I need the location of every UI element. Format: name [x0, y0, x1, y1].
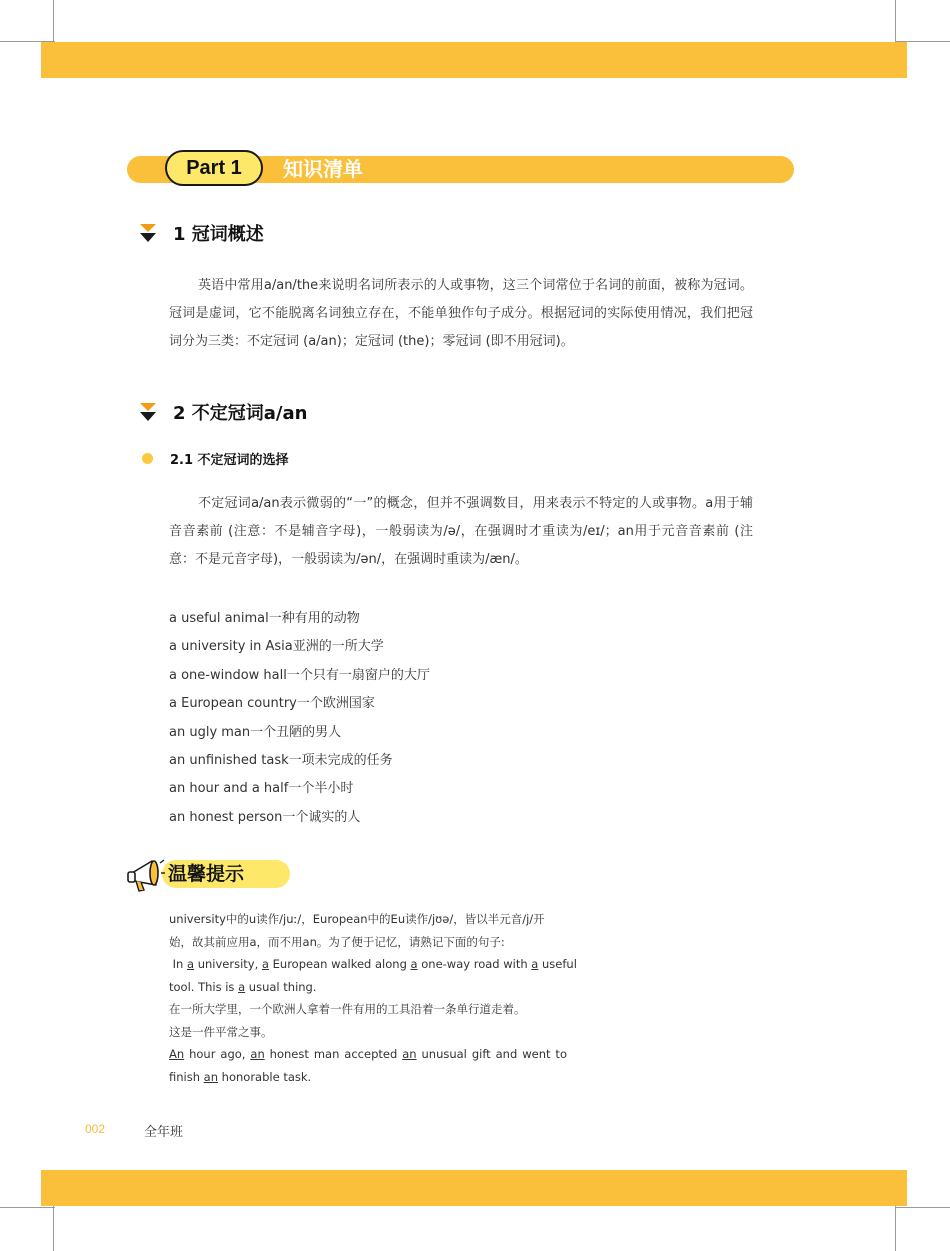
- section-2-paragraph: 不定冠词a/an表示微弱的“一”的概念，但并不强调数目，用来表示不特定的人或事物。a用于辅音音素前 (注意：不是辅音字母)，一般弱读为/ə/，在强调时才重读为/eɪ/；an用于元音音素前 (注意：不是元音字母)，一般弱读为/ən/，在强调时重读为/æn/。: [169, 496, 753, 567]
- section-2-heading: [140, 399, 307, 425]
- text-span: one-way road with: [417, 957, 532, 971]
- text-span: finish: [169, 1069, 204, 1084]
- list-item: a European country一个欧洲国家: [169, 696, 375, 712]
- underlined-article: an: [402, 1047, 417, 1061]
- underlined-article: An: [169, 1047, 185, 1061]
- down-triangle-icon: [140, 224, 156, 242]
- text-span: useful: [538, 957, 577, 971]
- tip-example-line: [169, 1043, 567, 1066]
- underlined-article: a: [531, 957, 539, 971]
- text-span: university,: [194, 957, 262, 971]
- subsection-heading: [142, 449, 289, 468]
- list-item: an unfinished task一项未完成的任务: [169, 752, 393, 768]
- tip-line: 这是一件平常之事。: [169, 1024, 273, 1039]
- footer-text: 全年班: [144, 1125, 184, 1140]
- underlined-article: a: [238, 979, 246, 994]
- list-item: a useful animal一种有用的动物: [169, 611, 360, 626]
- text-span: tool. This is: [169, 979, 239, 994]
- tip-title: 温馨提示: [168, 863, 245, 885]
- tip-line: 在一所大学里，一个欧洲人拿着一件有用的工具沿着一条单行道走着。: [169, 1002, 526, 1016]
- list-item: an hour and a half一个半小时: [169, 781, 354, 797]
- bottom-color-band: [41, 1170, 907, 1206]
- tip-example-line: [169, 976, 567, 999]
- section-1-heading: [140, 220, 264, 246]
- underlined-article: a: [261, 957, 269, 971]
- underlined-article: an: [203, 1069, 219, 1084]
- crop-mark: [895, 1207, 950, 1208]
- bullet-dot-icon: [142, 453, 153, 464]
- subsection-title: 2.1 不定冠词的选择: [170, 453, 289, 468]
- text-span: unusual gift and went to: [416, 1047, 567, 1061]
- part-label: Part 1: [165, 150, 263, 186]
- tip-line: university中的u读作/juː/，European中的Eu读作/jʊə/，皆以半元音/j/开: [169, 912, 545, 926]
- underlined-article: a: [187, 957, 195, 971]
- text-span: European walked along: [268, 957, 411, 971]
- section-2-title: 2 不定冠词a/an: [173, 403, 308, 424]
- list-item: a one-window hall一个只有一扇窗户的大厅: [169, 667, 430, 683]
- part-title: 知识清单: [283, 157, 363, 181]
- text-span: hour ago,: [184, 1047, 251, 1061]
- crop-mark: [0, 1207, 55, 1208]
- text-span: honest man accepted: [264, 1047, 403, 1061]
- list-item: an ugly man一个丑陋的男人: [169, 724, 342, 740]
- example-list: [169, 605, 430, 832]
- list-item: a university in Asia亚洲的一所大学: [169, 639, 384, 655]
- section-1-title: 1 冠词概述: [173, 224, 264, 245]
- top-color-band: [41, 42, 907, 78]
- section-1-paragraph: 英语中常用a/an/the来说明名词所表示的人或事物，这三个词常位于名词的前面，被称为冠词。冠词是虚词，它不能脱离名词独立存在，不能单独作句子成分。根据冠词的实际使用情况，我们把冠词分为三类：不定冠词 (a/an)；定冠词 (the)；零冠词 (即不用冠词)。: [169, 278, 753, 349]
- tip-example-line: [169, 953, 577, 976]
- text-span: honorable task.: [218, 1069, 312, 1084]
- underlined-article: a: [410, 957, 418, 971]
- tip-line: 始，故其前应用a，而不用an。为了便于记忆，请熟记下面的句子:: [169, 934, 505, 949]
- tip-example-line: [169, 1066, 567, 1089]
- tip-body: [169, 908, 577, 1088]
- list-item: an honest person一个诚实的人: [169, 809, 361, 825]
- megaphone-icon: [126, 855, 166, 895]
- page-number: 002: [85, 1122, 106, 1136]
- text-span: usual thing.: [245, 979, 317, 994]
- down-triangle-icon: [140, 403, 156, 421]
- text-span: In: [172, 957, 187, 971]
- underlined-article: an: [250, 1047, 265, 1061]
